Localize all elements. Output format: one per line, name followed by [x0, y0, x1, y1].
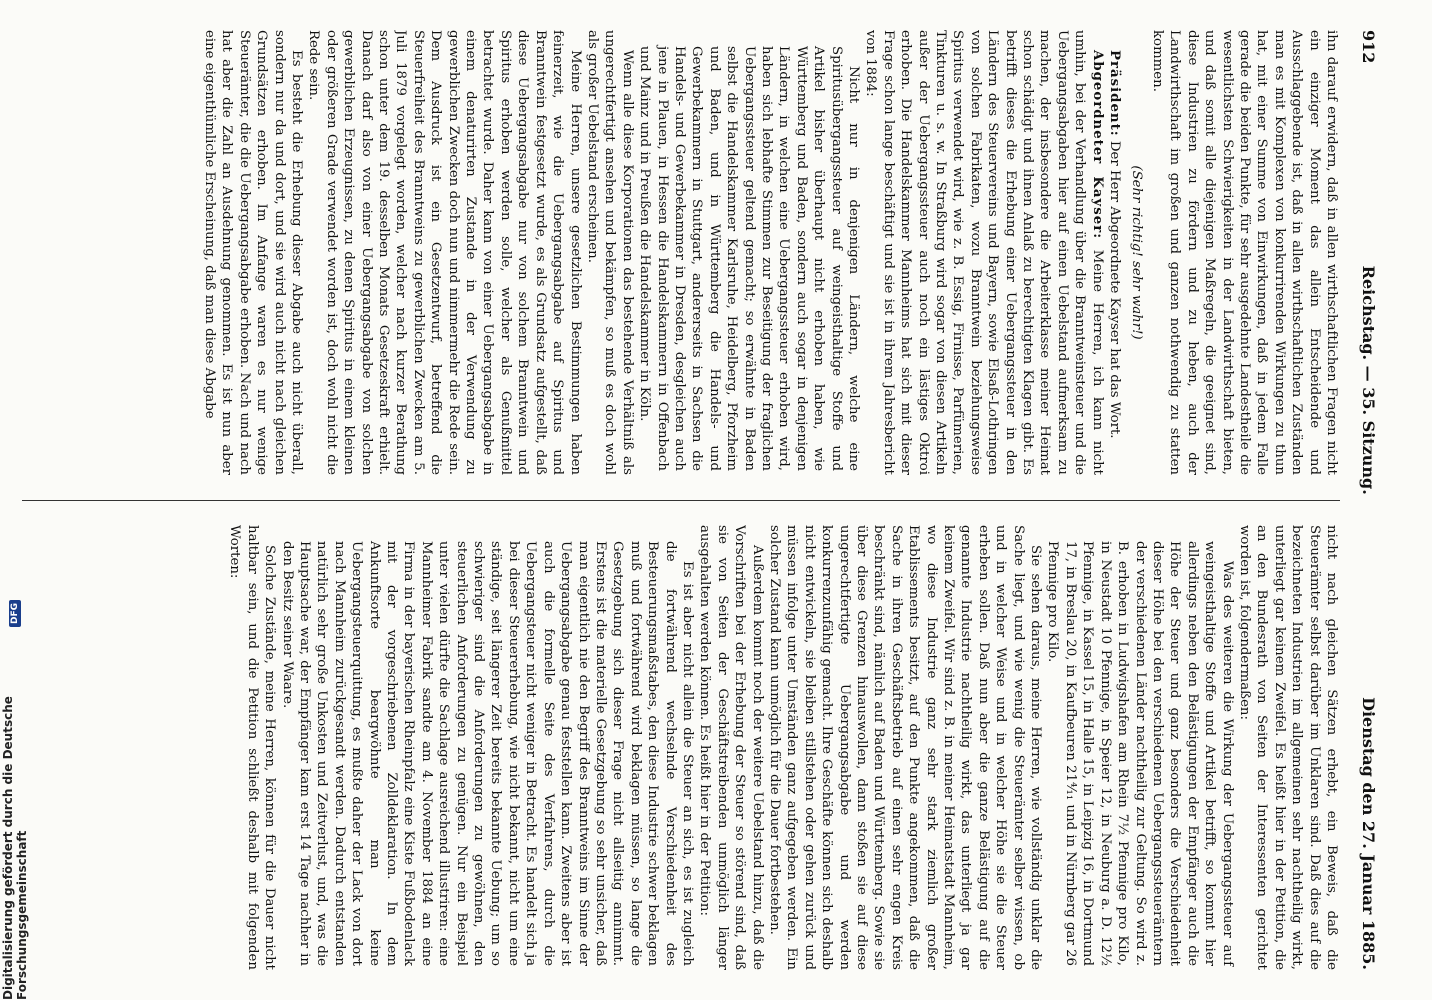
paragraph: nicht nach gleichen Sätzen erhebt, ein Beweis, daß die Steuerämter selbst darüber im Unklaren sind. Daß dies auf die bezeichneten Industrien im allgemeinen sehr nachtheilig wirkt, unterliegt gar keinem Zweifel. Es heißt hier in der Petition, die an den Bundesrath von Seiten der Interessenten gerichtet worden ist, folgendermaßen: [1236, 525, 1339, 970]
speech-text: Meine Herren, ich kann nicht umhin, bei der Verhandlung über die Branntweinsteuer und die Uebergangsabgaben hier auf einen Uebelstand aufmerksam zu machen, der insbesondere die Arbeiterklasse meiner Heimat schon schädigt und ihnen Anlaß zu berechtigten Klagen gibt. Es betrifft dieses die Erhebung einer Uebergangssteuer in den Ländern des Steuervereins und Bayern, sowie Elsaß-Lothringen von solchen Fabrikaten, wozu Branntwein beziehungsweise Spiritus verwendet wird, wie z. B. Essig, Firnisse, Parfümerien, Tinkturen u. s. w. In Straßburg wird sogar von diesen Artikeln außer der Uebergangssteuer auch noch ein lästiges Oktroi erhoben. Die Handelskammer Mannheims hat sich mit dieser Frage schon lange beschäftigt und sie ist in ihrem Jahresbericht von 1884: [863, 30, 1105, 475]
right-column [22, 525, 1340, 970]
quoted-paragraph: Nicht nur in denjenigen Ländern, welche eine Spiritusübergangssteuer auf weingeisthaltige Stoffe und Artikel bisher überhaupt nicht erhoben haben, wie Württemberg und Baden, sondern auch sogar in denjenigen Ländern, in welchen eine Uebergangssteuer erhoben wird, haben sich lebhafte Stimmen zur Beseitigung der fraglichen Uebergangssteuer geltend gemacht; so erwähnte in Baden selbst die Handelskammer Karlsruhe, Heidelberg, Pforzheim und Baden, und in Württemberg die Handels- und Gewerbekammern in Stuttgart, andererseits in Sachsen die Handels- und Gewerbekammer in Dresden, desgleichen auch jene in Plauen, in Hessen die Handelskammern in Offenbach und Mainz und in Preußen die Handelskammer in Köln. [637, 46, 862, 471]
speaker-name: Präsident: [1107, 50, 1123, 137]
speech-text: Der Herr Abgeordnete Kayser hat das Wort. [1107, 140, 1123, 439]
paragraph: ihn darauf erwidern, daß in allen wirthschaftlichen Fragen nicht ein einziger Moment das allein Entscheidende und Ausschlaggebende ist, daß in allen wirthschaftlichen Zuständen man es mit Komplexen von konkurrirenden Wirkungen zu thun hat, mit einer Summe von Einwirkungen, daß in jedem Falle gerade die beiden Punkte, für sehr ausgedehnte Landestheile die wesentlichsten Schwierigkeiten in der Landwirthschaft bieten, und daß somit alle diejenigen Maßregeln, die geeignet sind, diese Industrien zu fördern und zu heben, auch der Landwirthschaft im großen und ganzen nothwendig zu statten kommen. [1149, 30, 1339, 475]
quoted-paragraph: Es ist aber nicht allein die Steuer an sich, es ist zugleich die fortwährend wechselnde Verschiedenheit des Besteuerungsmaßstabes, den diese Industrie schwer beklagen muß und fortwährend wird beklagen müssen, so lange die Gesetzgebung sich dieser Frage nicht allseitig annimmt. Erstens ist die materielle Gesetzgebung so sehr unsicher, daß man eigentlich nie den Begriff des Branntweins im Sinne der Uebergangsabgabe genau feststellen kann. Zweitens aber ist auch die formelle Seite des Verfahrens, durch die Uebergangsteuer nicht weniger in Betracht. Es handelt sich ja bei dieser Steuererhebung, wie nicht bekannt, nicht um eine ständige, seit längerer Zeit bereits bekannte Uebung; um so schwieriger sind die Anforderungen zu gewöhnen, den steuerlichen Anforderungen zu genügen. Nur ein Beispiel unter vielen dürfte die Sachlage ausreichend illustriren: eine Mannheimer Fabrik sandte am 4. November 1884 an eine Firma in der bayerischen Rheinpfalz eine Kiste Fußbodenlack mit der vorgeschriebenen Zolldeklaration. In dem Ankunftsorte beargwöhnte man keine Uebergangsteuerquittung, es mußte daher der Lack von dort nach Mannheim zurückgesandt werden. Dadurch entstanden natürlich sehr große Unkosten und Zeitverlust, und, was die Hauptsache war, der Empfänger kam erst 14 Tage nachher in den Besitz seiner Waare. [279, 541, 695, 966]
paragraph: Wenn alle diese Korporationen das bestehende Verhältniß als ungerechtfertigt ansehen und bekämpfen, so muß es doch wohl als großer Uebelstand erscheinen. [584, 30, 635, 475]
session-date: Dienstag den 27. Januar 1885. [1359, 697, 1378, 970]
digitization-credit [1, 600, 29, 1000]
column-divider [22, 500, 1340, 501]
quoted-paragraph: Was des weiteren die Wirkung der Uebergangssteuer auf weingeisthaltige Stoffe und Artikel betrifft, so kommt hier allerdings neben den Belästigungen der Empfänger auch die Höhe der Steuer und ganz besonders die Verschiedenheit dieser Höhe bei den verschiedenen Uebergangssteuerämtern der verschiedenen Länder nachtheilig zur Geltung. So wird z. B. erhoben in Ludwigshafen am Rhein 7½ Pfennige pro Kilo, in Neustadt 10 Pfennige, in Speier 12, in Neuburg a. D. 12½ Pfennige, in Kassel 15, in Halle 15, in Leipzig 16, in Dortmund 17, in Breslau 20, in Kaufbeuren 21⁴⁄₁₁ und in Nürnberg gar 26 Pfennige pro Kilo. [1045, 541, 1235, 966]
page-number: 912 [1359, 30, 1378, 64]
speaker-name: Abgeordneter Kayser: [1089, 50, 1105, 240]
paragraph: Außerdem kommt noch der weitere Uebelstand hinzu, daß die Vorschriften bei der Erhebung der Steuer so störend sind, daß sie von Seiten der Geschäftstreibenden unmöglich länger ausgehalten werden können. Es heißt hier in der Petition: [697, 525, 765, 970]
applause-note: (Sehr richtig! sehr wahr!) [1128, 165, 1144, 340]
paragraph: Meine Herren, unsere gesetzlichen Bestimmungen haben feinerzeit, wie die Uebergangsabgabe auf Spiritus und Branntwein festgesetzt wurde, es als Grundsatz aufgestellt, daß diese Uebergangsabgabe nur von solchem Branntwein und Spiritus erhoben werden solle, welcher als Genußmittel betrachtet wurde. Daher kann von einer Uebergangsabgabe in einem denaturirten Zustande in der Verwendung zu gewerblichen Zwecken doch nun und nimmermehr die Rede sein. Dem Ausdruck ist ein Gesetzentwurf, betreffend die Steuerfreiheit des Branntweins zu gewerblichen Zwecken am 5. Juli 1879 vorgelegt worden, welcher nach kurzer Berathung schon unter dem 19. desselben Monats Gesetzeskraft erhielt. Danach darf also von einer Uebergangsabgabe von solchen gewerblichen Erzeugnissen, zu denen Spiritus in einem kleinen oder größeren Grade verwendet worden ist, doch wohl nicht die Rede sein. [306, 30, 583, 475]
digitization-note: Digitalisierung gefördert durch die Deutsche Forschungsgemeinschaft [1, 696, 29, 1000]
session-title: Reichstag. — 35. Sitzung. [1359, 265, 1378, 495]
page-header [1352, 30, 1378, 970]
left-column [22, 30, 1340, 475]
dfg-logo-icon: DFG [9, 600, 21, 627]
paragraph [862, 30, 1106, 475]
paragraph: Sie sehen daraus, meine Herren, wie vollständig unklar die Sache liegt, und wie wenig die Steuerämter selber wissen, ob und in welcher Weise und in welcher Höhe sie die Steuer erheben sollen. Daß nun aber die ganze Belästigung auf die genannte Industrie nachtheilig wirkt, das unterliegt ja gar keinem Zweifel. Wir sind z. B. in meiner Heimatstadt Mannheim, wo diese Industrie ganz sehr stark ziemlich großer Etablissements besitzt, auf den Punkte angekommen, daß die Sache in ihren Geschäftsbetrieb auf einen sehr engen Kreis beschränkt sind, nämlich auf Baden und Württemberg. Sowie sie über diese Grenzen hinauswollen, dann stoßen sie auf diese ungerechtfertigte Uebergangsabgabe und werden konkurrenzunfähig gemacht. Ihre Geschäfte können sich deshalb nicht entwickeln, sie bleiben stillstehen oder gehen zurück und müssen infolge unter Umständen ganz aufgegeben werden. Ein solcher Zustand kann unmöglich für die Dauer fortbestehen. [767, 525, 1044, 970]
paragraph: Solche Zustände, meine Herren, können für die Dauer nicht haltbar sein, und die Petition schließt deshalb mit folgenden Worten: [227, 525, 278, 970]
paragraph: Es besteht die Erhebung dieser Abgabe auch nicht überall, sondern nur da und dort, und sie wird auch nicht nach gleichen Grundsätzen erhoben. Im Anfange waren es nur wenige Steuerämter, die die Uebergangsabgabe erhoben. Nach und nach hat aber die Zahl an Ausdehnung genommen. Es ist nun aber eine eigenthümliche Erscheinung, daß man diese Abgabe [202, 30, 305, 475]
paragraph [1106, 30, 1123, 475]
